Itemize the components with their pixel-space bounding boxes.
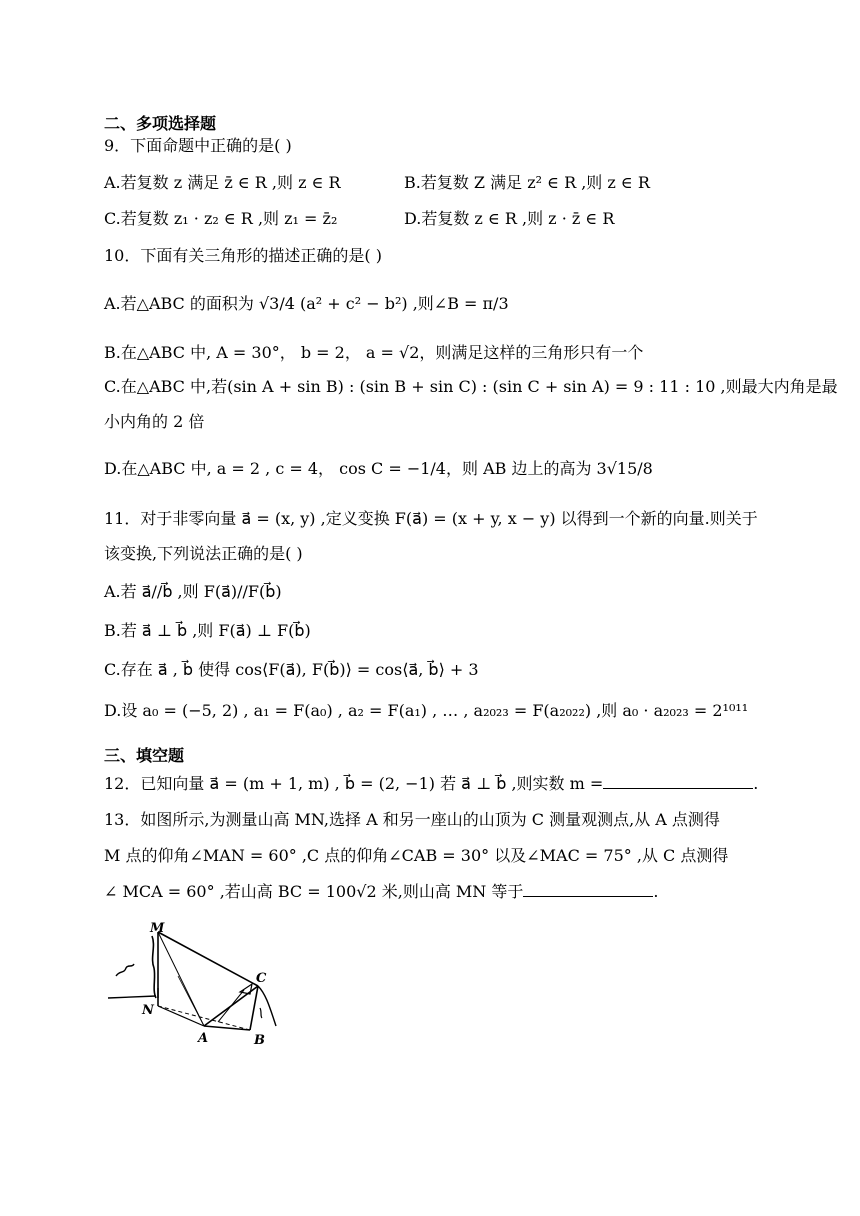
mountain-c-outline — [258, 986, 276, 1026]
line-a-left — [178, 976, 204, 1026]
q13-answer-blank[interactable] — [523, 882, 653, 897]
angle-marker — [240, 984, 252, 994]
q11-option-b: B.若 a⃗ ⊥ b⃗ ,则 F(a⃗) ⊥ F(b⃗) — [104, 621, 311, 640]
q10-option-d: D.在△ABC 中, a = 2 , c = 4， cos C = −1/4，则 AB 边上的高为 3√15/8 — [104, 459, 653, 478]
q9-option-a: A.若复数 z 满足 z̄ ∈ R ,则 z ∈ R — [104, 173, 341, 192]
q9-stem: 9．下面命题中正确的是( ) — [104, 136, 292, 155]
q12-answer-blank[interactable] — [603, 774, 753, 789]
q9-option-d: D.若复数 z ∈ R ,则 z · z̄ ∈ R — [404, 209, 615, 228]
label-m: M — [150, 921, 165, 936]
mountain-figure — [100, 918, 296, 1056]
section-title-fill-in: 三、填空题 — [104, 746, 185, 765]
label-n: N — [142, 1003, 154, 1018]
q13-end: . — [653, 882, 659, 901]
q11-option-c: C.存在 a⃗ , b⃗ 使得 cos⟨F(a⃗), F(b⃗)⟩ = cos⟨a⃗, b⃗⟩ + 3 — [104, 660, 479, 679]
q12-line — [104, 773, 758, 795]
mountain-mn-outline — [152, 936, 156, 998]
q10-stem: 10．下面有关三角形的描述正确的是( ) — [104, 246, 382, 265]
q13-line3-wrap — [104, 881, 658, 903]
q13-line1: 13．如图所示,为测量山高 MN,选择 A 和另一座山的山顶为 C 测量观测点,从 A 点测得 — [104, 810, 720, 829]
label-a: A — [198, 1031, 209, 1046]
q9-option-c: C.若复数 z₁ · z₂ ∈ R ,则 z₁ = z̄₂ — [104, 209, 338, 228]
q12-stem: 12．已知向量 a⃗ = (m + 1, m) , b⃗ = (2, −1) 若 a⃗ ⊥ b⃗ ,则实数 m = — [104, 774, 604, 793]
section-title-multiple-choice: 二、多项选择题 — [104, 114, 217, 133]
ground-line-left — [108, 996, 156, 998]
segment-na — [158, 1006, 204, 1026]
scribble-right — [260, 1008, 262, 1018]
q10-option-b: B.在△ABC 中, A = 30°， b = 2， a = √2，则满足这样的三角形只有一个 — [104, 343, 644, 362]
label-b: B — [254, 1033, 265, 1048]
label-c: C — [256, 971, 267, 986]
q11-option-a: A.若 a⃗//b⃗ ,则 F(a⃗)//F(b⃗) — [104, 582, 282, 601]
q10-option-c-line1: C.在△ABC 中,若(sin A + sin B) : (sin B + sin C) : (sin C + sin A) = 9 : 11 : 10 ,则最大内角是最 — [104, 377, 838, 396]
q10-option-c-line2: 小内角的 2 倍 — [104, 412, 205, 431]
line-inner — [218, 990, 244, 1022]
q11-stem-line1: 11．对于非零向量 a⃗ = (x, y) ,定义变换 F(a⃗) = (x + y, x − y) 以得到一个新的向量.则关于 — [104, 509, 758, 528]
scribble-left — [116, 964, 134, 976]
segment-cb — [250, 986, 258, 1030]
q13-line2: M 点的仰角∠MAN = 60° ,C 点的仰角∠CAB = 30° 以及∠MAC = 75° ,从 C 点测得 — [104, 846, 729, 865]
q12-end: . — [753, 774, 759, 793]
q9-option-b: B.若复数 Z 满足 z² ∈ R ,则 z ∈ R — [404, 173, 650, 192]
q11-option-d: D.设 a₀ = (−5, 2) , a₁ = F(a₀) , a₂ = F(a₁) , … , a₂₀₂₃ = F(a₂₀₂₂) ,则 a₀ · a₂₀₂₃ = 2¹⁰¹¹ — [104, 701, 749, 720]
q11-stem-line2: 该变换,下列说法正确的是( ) — [104, 544, 303, 563]
segment-mc — [158, 932, 258, 986]
q13-line3: ∠ MCA = 60° ,若山高 BC = 100√2 米,则山高 MN 等于 — [104, 882, 524, 901]
q10-option-a: A.若△ABC 的面积为 √3/4 (a² + c² − b²) ,则∠B = π/3 — [104, 294, 509, 313]
